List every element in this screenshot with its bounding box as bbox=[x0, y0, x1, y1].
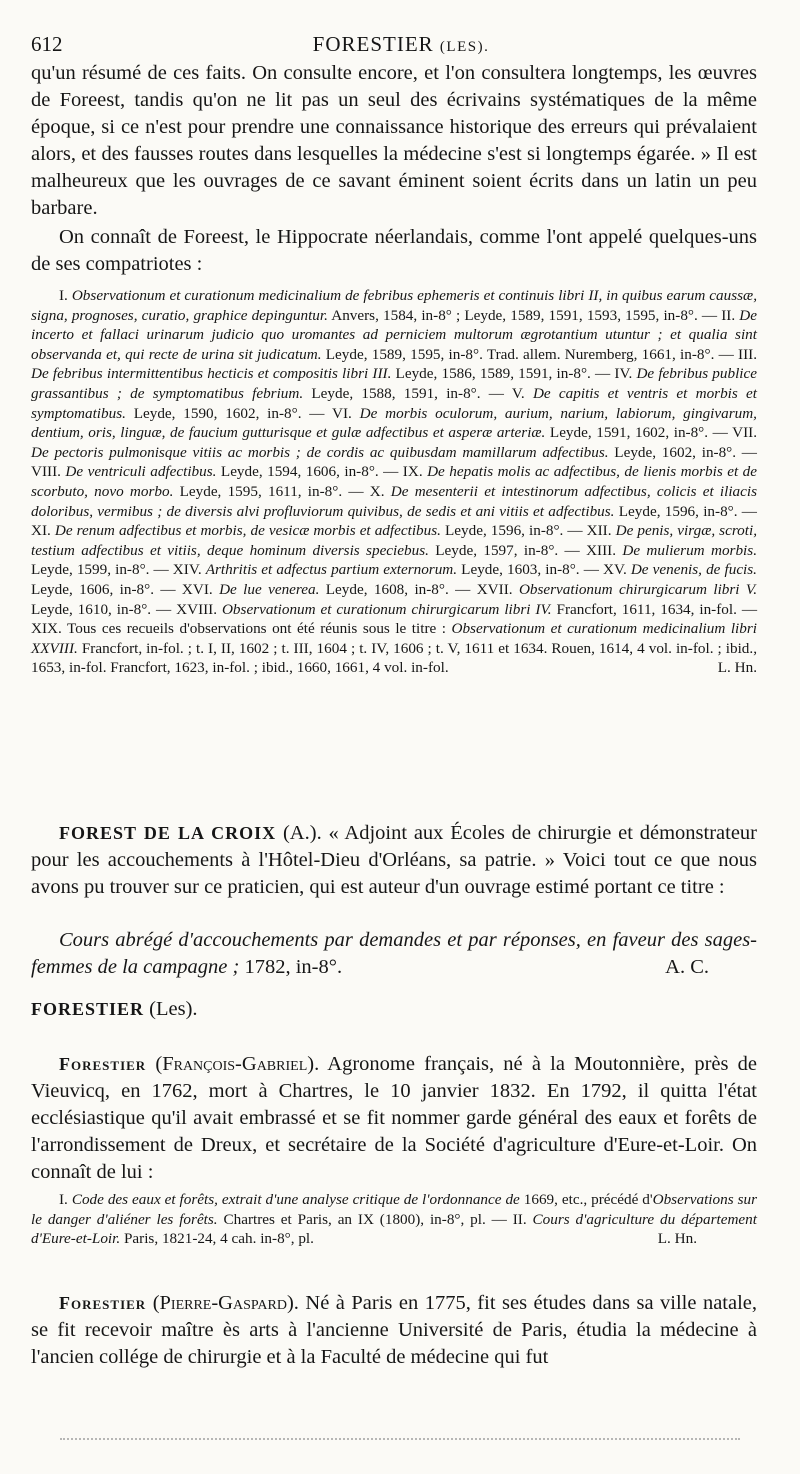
entry-name-pierre-gaspard: (Pierre-Gaspard). bbox=[152, 1292, 299, 1314]
citation-text: Leyde, 1599, in-8°. — XIV. bbox=[31, 561, 206, 579]
bibliography-forestier-fg bbox=[31, 1190, 757, 1249]
citation-text: Leyde, 1596, in-8°. — XI. bbox=[31, 502, 757, 540]
citation-text: Anvers, 1584, in-8° ; Leyde, 1589, 1591, 1593, 1595, in-8°. — II. bbox=[327, 306, 740, 324]
work-title-italic: De incerto et fallaci urinarum judicio quo uromantes ad perniciem multorum ægrotantium utuntur ; et qualia sint observanda et, qui recte de urina sit judicatum. bbox=[31, 306, 757, 363]
citation-text: Leyde, 1597, in-8°. — XIII. bbox=[428, 541, 623, 559]
entry-heading-suffix-les: (Les). bbox=[149, 998, 198, 1020]
running-title-main: FORESTIER bbox=[312, 32, 434, 56]
bottom-dotted-rule bbox=[60, 1438, 740, 1442]
entry-heading-forestier-pg: Forestier bbox=[59, 1293, 147, 1313]
work-details: 1782, in-8°. bbox=[239, 956, 343, 978]
work-title-italic: Observationum chirurgicarum libri V. bbox=[518, 580, 758, 598]
signature-forest-de-la-croix: A. C. bbox=[665, 956, 709, 978]
running-title-note: (LES). bbox=[439, 39, 490, 55]
work-title-italic: Arthritis et adfectus partium externorum. bbox=[205, 561, 458, 579]
work-title-italic: Observationum et curationum medicinalium libri XXVIII. bbox=[31, 620, 757, 657]
bibliography-foreest bbox=[31, 286, 757, 678]
entry-text-forestier-fg: Agronome français, né à la Moutonnière, près de Vieuvicq, en 1762, mort à Chartres, le 10 janvier 1832. En 1792, il quitta l'état ecclésiastique qu'il avait embrassé et se fit nommer garde général des eaux et forêts de l'arrondissement de Dreux, et secrétaire de la Société d'agriculture d'Eure-et-Loir. On connaît de lui : bbox=[31, 1053, 758, 1183]
work-title-italic: De mulierum morbis. bbox=[622, 541, 757, 559]
work-title-italic: Observationum et curationum medicinalium de febribus ephemeris et continuis libri II, in quibus earum caussæ, signa, prognoses, curatio, graphice depinguntur. bbox=[31, 287, 757, 324]
paragraph-continuation: qu'un résumé de ces faits. On consulte encore, et l'on consultera longtemps, les œuvres de Foreest, tandis qu'on ne lit pas un seul des écrivains systématiques de la même époque, si ce n'est pour prendre une connaissance historique des erreurs qui prévalaient alors, et des fausses routes dans lesquelles la médecine s'est si longtemps égarée. » Il est malheureux que les ouvrages de ce savant éminent soient écrits dans un latin un peu barbare. bbox=[31, 62, 757, 219]
citation-text: 1669, etc., précédé d' bbox=[519, 1191, 653, 1208]
citation-text: Leyde, 1586, 1589, 1591, in-8°. — IV. bbox=[391, 365, 637, 383]
work-title-italic: De venenis, de fucis. bbox=[630, 561, 757, 579]
citation-text: Leyde, 1596, in-8°. — XII. bbox=[440, 522, 616, 540]
work-title-italic: De ventriculi adfectibus. bbox=[65, 463, 217, 481]
running-title bbox=[31, 32, 771, 57]
citation-text: Leyde, 1595, 1611, in-8°. — X. bbox=[173, 482, 391, 500]
work-title-italic: De penis, virgæ, scroti, testium adfectibus et vitiis, deque hominum diversis speciebus. bbox=[31, 522, 757, 559]
work-title-italic: Code des eaux et forêts, extrait d'une analyse critique de l'ordonnance de bbox=[71, 1191, 520, 1208]
citation-text: Leyde, 1602, in-8°. — VIII. bbox=[31, 443, 757, 481]
entry-forestier-pierre-gaspard bbox=[31, 1290, 757, 1371]
entry-heading-forestier-les: FORESTIER bbox=[31, 999, 145, 1019]
work-title: Cours abrégé d'accouchements par demandes et par réponses, en faveur des sages-femmes de la campagne ; bbox=[31, 929, 757, 978]
bibliography-foreest-text bbox=[31, 287, 757, 676]
work-title-italic: Observationum et curationum chirurgicarum libri IV. bbox=[221, 600, 552, 618]
entry-text-forestier-pg: Né à Paris en 1775, fit ses études dans sa ville natale, se fit recevoir maître ès arts à l'ancienne Université de Paris, étudia la médecine à l'ancien collége de chirurgie et à la Faculté de médecine qui fut bbox=[31, 1292, 758, 1368]
signature-forestier-fg: L. Hn. bbox=[657, 1230, 697, 1248]
work-title-italic: De lue venerea. bbox=[219, 580, 320, 598]
citation-text: Leyde, 1608, in-8°. — XVII. bbox=[319, 580, 519, 598]
citation-text: Leyde, 1603, in-8°. — XV. bbox=[457, 561, 631, 579]
citation-text: Leyde, 1588, 1591, in-8°. — V. bbox=[303, 384, 533, 402]
citation-text: Leyde, 1606, in-8°. — XVI. bbox=[31, 580, 220, 598]
page-number: 612 bbox=[31, 32, 63, 56]
paragraph-foreest-intro: On connaît de Foreest, le Hippocrate néerlandais, comme l'ont appelé quelques-uns de ses compatriotes : bbox=[31, 226, 757, 275]
entry-heading-forest-de-la-croix: FOREST DE LA CROIX bbox=[59, 823, 277, 843]
citation-text: Francfort, 1611, 1634, in-fol. — XIX. Tous ces recueils d'observations ont été réunis sous le titre : bbox=[31, 600, 758, 638]
citation-text: Chartres et Paris, an IX (1800), in-8°, pl. — II. bbox=[217, 1210, 533, 1228]
work-title-italic: De pectoris pulmonisque vitiis ac morbis ; de cordis ac quibusdam mamillarum adfectibus. bbox=[31, 443, 609, 461]
work-title-line bbox=[31, 927, 757, 981]
citation-text: Leyde, 1590, 1602, in-8°. — VI. bbox=[125, 404, 360, 422]
work-title-italic: Cours d'agriculture du département d'Eure-et-Loir. bbox=[31, 1210, 757, 1248]
citation-text: Leyde, 1591, 1602, in-8°. — VII. bbox=[545, 424, 757, 442]
signature-foreest: L. Hn. bbox=[717, 659, 757, 677]
entry-forest-de-la-croix bbox=[31, 820, 757, 901]
work-title-italic: De morbis oculorum, aurium, narium, labiorum, gingivarum, dentium, oris, linguæ, de faucium gutturisque et gulæ adfectibus et asperæ arteriæ. bbox=[31, 404, 757, 442]
entry-heading-forestier-fg: Forestier bbox=[59, 1054, 147, 1074]
work-title-italic: De capitis et ventris et morbis et symptomatibus. bbox=[31, 384, 758, 422]
work-title-italic: De hepatis molis ac adfectibus, de lienis morbis et de scorbuto, novo morbo. bbox=[31, 463, 757, 500]
entry-name-francois-gabriel: (François-Gabriel). bbox=[155, 1053, 320, 1075]
citation-text: Leyde, 1589, 1595, in-8°. Trad. allem. Nuremberg, 1661, in-8°. — III. bbox=[321, 345, 757, 363]
work-title-italic: De febribus publice grassantibus ; de symptomatibus febrium. bbox=[31, 365, 758, 402]
work-title-italic: De febribus intermittentibus hecticis et compositis libri III. bbox=[31, 365, 392, 383]
citation-text: I. bbox=[59, 287, 72, 304]
page-header bbox=[31, 26, 771, 62]
work-title-italic: De renum adfectibus et morbis, de vesicæ morbis et adfectibus. bbox=[54, 522, 441, 540]
citation-text: Leyde, 1610, in-8°. — XVIII. bbox=[31, 600, 222, 618]
entry-heading-suffix: (A.). bbox=[282, 822, 322, 844]
work-title-italic: De mesenterii et intestinorum adfectibus, colicis et iliacis doloribus, vermibus ; de diversis alvi profluviorum quivibus, de sedis et ani vitiis et adfectibus. bbox=[31, 482, 758, 520]
entry-text-forest-de-la-croix: « Adjoint aux Écoles de chirurgie et démonstrateur pour les accouchements à l'Hôtel-Dieu d'Orléans, sa patrie. » Voici tout ce que nous avons pu trouver sur ce praticien, qui est auteur d'un ouvrage estimé portant ce titre : bbox=[31, 822, 758, 898]
entry-forestier-les bbox=[31, 996, 757, 1023]
work-title-italic: Observations sur le danger d'aliéner les forêts. bbox=[31, 1191, 757, 1228]
entry-forestier-francois-gabriel bbox=[31, 1051, 757, 1186]
citation-text: I. bbox=[59, 1191, 72, 1208]
citation-text: Leyde, 1594, 1606, in-8°. — IX. bbox=[216, 463, 428, 481]
citation-text: Francfort, in-fol. ; t. I, II, 1602 ; t. III, 1604 ; t. IV, 1606 ; t. V, 1611 et 1634. Rouen, 1614, 4 vol. in-fol. ; ibid., 1653, in-fol. Francfort, 1623, in-fol. ; ibid., 1660, 1661, 4 vol. in-fol. bbox=[31, 639, 757, 677]
citation-text: Paris, 1821-24, 4 cah. in-8°, pl. bbox=[120, 1230, 314, 1248]
